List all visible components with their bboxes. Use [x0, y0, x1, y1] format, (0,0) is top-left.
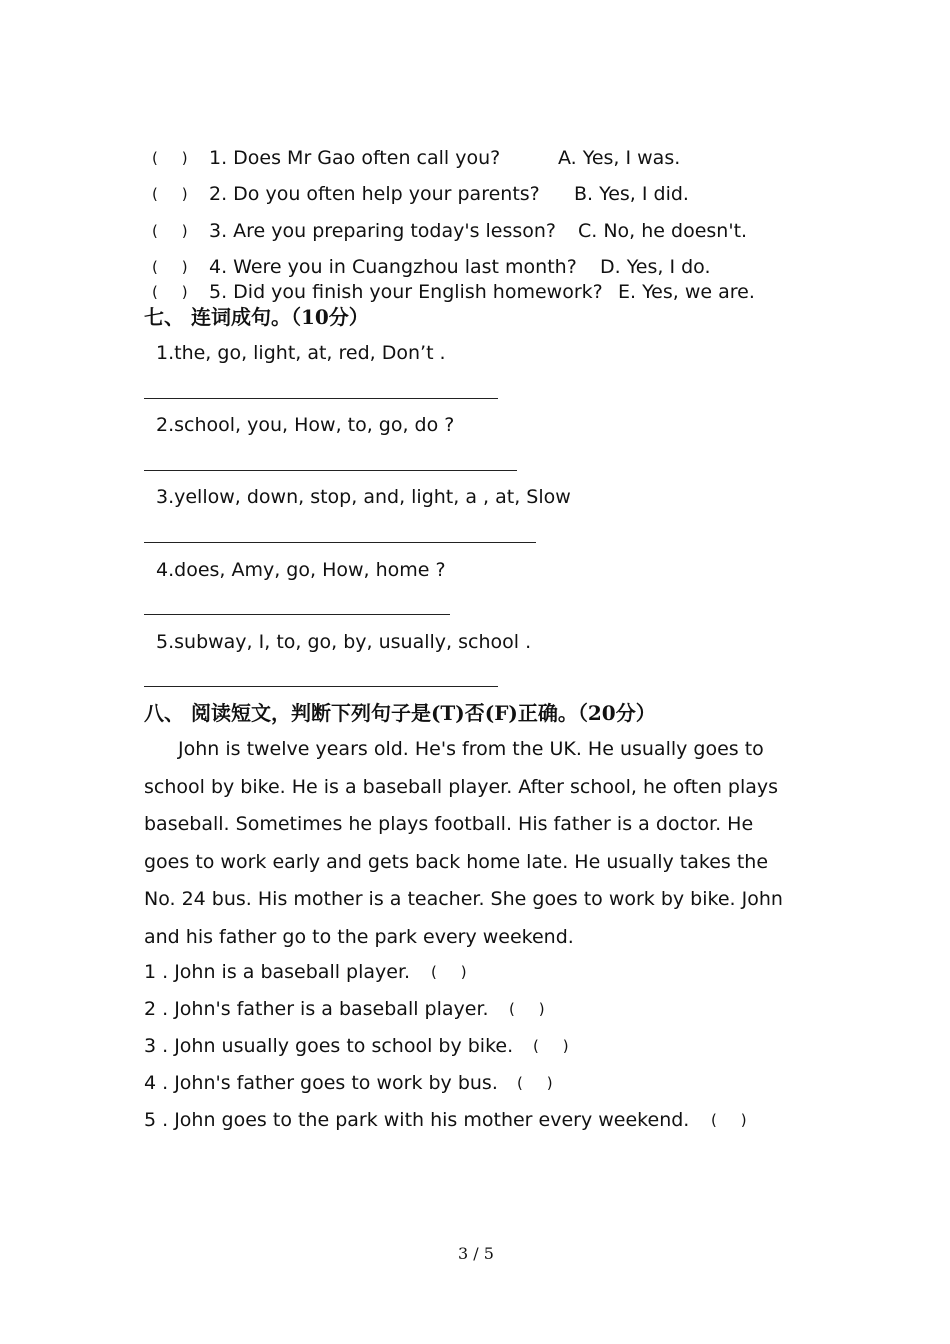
answer-paren[interactable]: ( )	[509, 1000, 545, 1018]
answer-paren: ( )	[152, 258, 188, 276]
answer-line[interactable]	[144, 470, 517, 471]
answer-paren[interactable]: ( )	[517, 1074, 553, 1092]
matching-answer: C. No, he doesn't.	[578, 220, 748, 242]
sentence-prompt: 4.does, Amy, go, How, home ?	[156, 559, 446, 581]
sentence-prompt: 1.the, go, light, at, red, Don’t .	[156, 342, 446, 364]
matching-question: 4. Were you in Cuangzhou last month?	[209, 256, 577, 278]
answer-paren[interactable]: ( )	[431, 963, 467, 981]
section-7-heading: 七、 连词成句。（10分）	[144, 305, 369, 329]
reading-passage	[144, 731, 804, 956]
answer-paren: ( )	[152, 283, 188, 301]
answer-paren: ( )	[152, 185, 188, 203]
matching-question: 2. Do you often help your parents?	[209, 183, 540, 205]
page-number: 3 / 5	[458, 1244, 494, 1263]
matching-answer: B. Yes, I did.	[574, 183, 689, 205]
matching-question: 1. Does Mr Gao often call you?	[209, 147, 501, 169]
answer-paren[interactable]: ( )	[711, 1111, 747, 1129]
section-8-heading: 八、 阅读短文，判断下列句子是(T)否(F)正确。（20分）	[144, 701, 656, 725]
judgement-item: 5 . John goes to the park with his mother every weekend.	[144, 1109, 690, 1131]
judgement-item: 3 . John usually goes to school by bike.	[144, 1035, 514, 1057]
matching-answer: E. Yes, we are.	[618, 281, 755, 303]
sentence-prompt: 5.subway, I, to, go, by, usually, school .	[156, 631, 532, 653]
answer-line[interactable]	[144, 614, 450, 615]
answer-line[interactable]	[144, 686, 498, 687]
answer-paren[interactable]: ( )	[533, 1037, 569, 1055]
answer-paren: ( )	[152, 222, 188, 240]
matching-question: 5. Did you finish your English homework?	[209, 281, 603, 303]
reading-passage-text: John is twelve years old. He's from the UK. He usually goes to school by bike. He is a baseball player. After school, he often plays baseball. Sometimes he plays football. His father is a doctor. He goes to work early and gets back home late. He usually takes the No. 24 bus. His mother is a teacher. She goes to work by bike. John and his father go to the park every weekend.	[144, 738, 783, 948]
sentence-prompt: 3.yellow, down, stop, and, light, a , at, Slow	[156, 486, 571, 508]
answer-line[interactable]	[144, 398, 498, 399]
answer-line[interactable]	[144, 542, 536, 543]
judgement-item: 2 . John's father is a baseball player.	[144, 998, 489, 1020]
sentence-prompt: 2.school, you, How, to, go, do ?	[156, 414, 455, 436]
matching-question: 3. Are you preparing today's lesson?	[209, 220, 557, 242]
matching-answer: D. Yes, I do.	[600, 256, 711, 278]
judgement-item: 1 . John is a baseball player.	[144, 961, 411, 983]
matching-answer: A. Yes, I was.	[558, 147, 681, 169]
judgement-item: 4 . John's father goes to work by bus.	[144, 1072, 498, 1094]
answer-paren: ( )	[152, 149, 188, 167]
